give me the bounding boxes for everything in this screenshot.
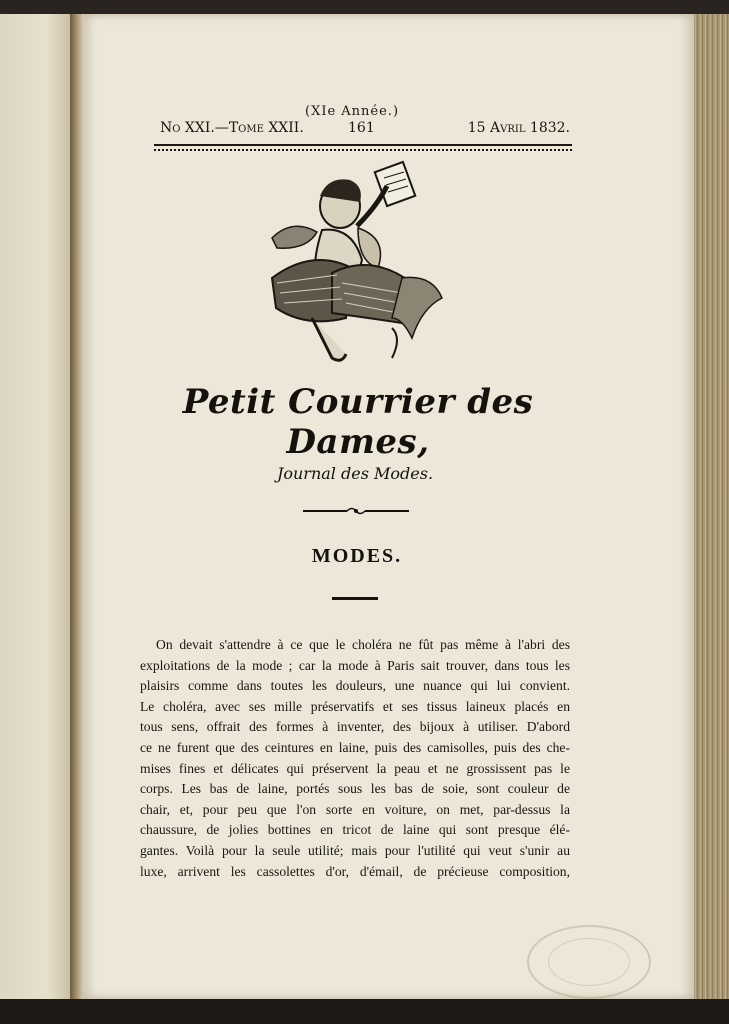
cherub-vignette-icon <box>262 158 452 374</box>
page-number: 161 <box>348 120 375 136</box>
masthead-title: Petit Courrier des Dames, <box>182 382 534 462</box>
year-line: (XIe Année.) <box>305 104 400 119</box>
body-line: On devait s'attendre à ce que le choléra ne fût pas même à l'abri des <box>156 637 570 652</box>
book-binding-bottom <box>0 999 729 1024</box>
page-stack-edges <box>694 14 729 999</box>
body-line: plaisirs comme dans toutes les douleurs, une nuance qui lui convient. <box>140 678 570 694</box>
body-line: ce ne furent que des ceintures en laine, puis des camisolles, puis des che- <box>140 739 570 755</box>
header-rule <box>154 144 572 152</box>
issue-date: 15 Avril 1832. <box>467 120 570 136</box>
article-body <box>140 635 570 882</box>
body-line: corps. Les bas de laine, portés sous les bas de soie, sont couleur de <box>140 781 570 797</box>
section-rule <box>332 597 378 600</box>
masthead-subtitle: Journal des Modes. <box>276 464 434 483</box>
library-stamp-inner <box>548 938 630 986</box>
body-line: gantes. Voilà pour la seule utilité; mais pour l'utilité qui veut s'unir au <box>140 842 570 858</box>
left-page-edge <box>0 14 78 999</box>
body-line: chair, et, pour peu que l'on sorte en voiture, on met, par-dessus la <box>140 801 570 817</box>
body-line: luxe, arrivent les cassolettes d'or, d'émail, de précieuse composition, <box>140 863 570 879</box>
section-title: MODES. <box>311 545 403 567</box>
body-line: exploitations de la mode ; car la mode à Paris sait trouver, dans tous les <box>140 657 570 673</box>
body-line: chaussure, de jolies bottines en tricot de laine qui sont presque élé- <box>140 822 570 838</box>
body-line: tous sens, offrait des formes à inventer, des bijoux à utiliser. D'abord <box>140 719 570 735</box>
body-line: mises fines et délicates qui préservent la peau et ne grossissent pas le <box>140 760 570 776</box>
body-line: Le choléra, avec ses mille préservatifs et ses tissus laineux placés en <box>140 698 570 714</box>
issue-number: No XXI.—Tome XXII. <box>160 120 304 136</box>
book-gutter <box>70 14 84 999</box>
ornament-divider-icon <box>303 506 409 516</box>
